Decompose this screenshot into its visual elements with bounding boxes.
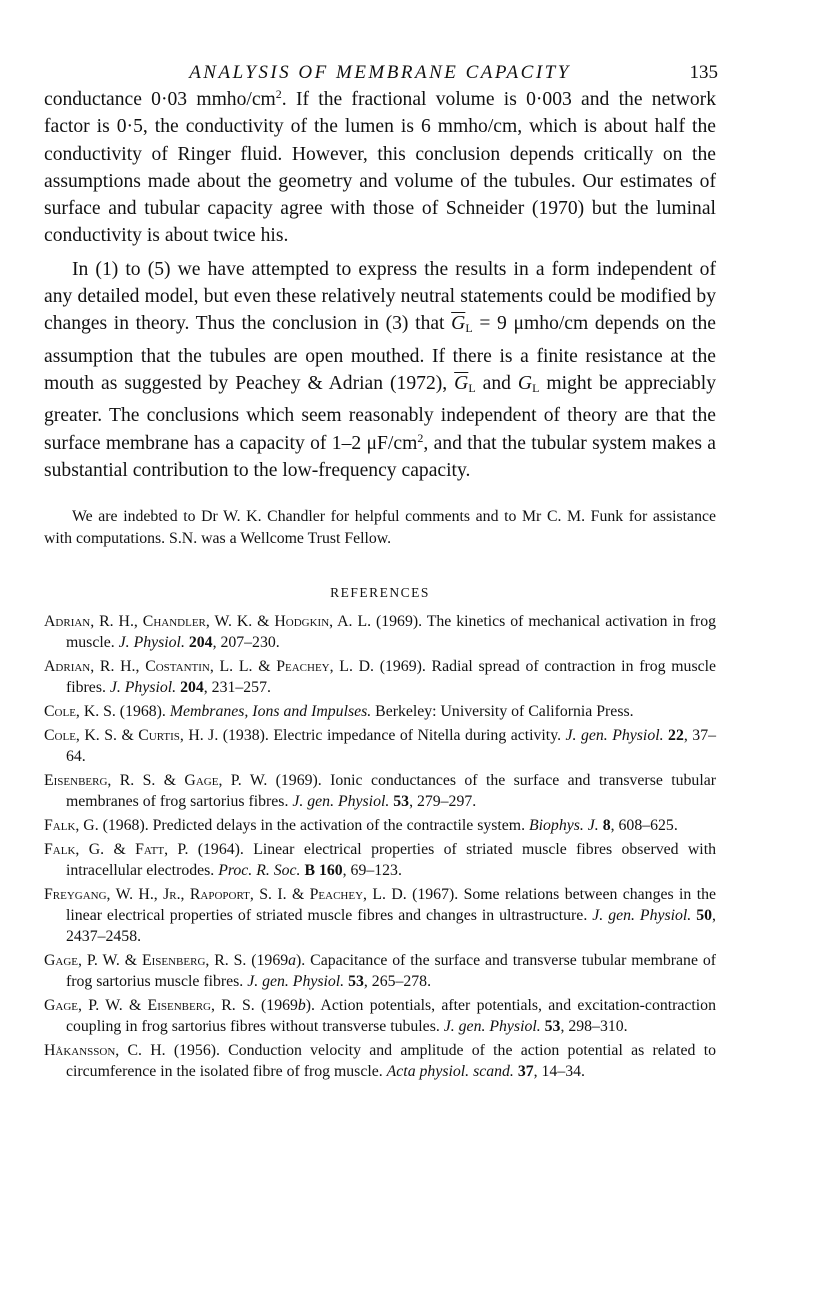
para2-superscript: 2 [417, 430, 424, 445]
acknowledgement: We are indebted to Dr W. K. Chandler for helpful comments and to Mr C. M. Funk for assistance with computations. S.N. was a Wellcome Trust Fellow. [44, 508, 716, 547]
reference-item: Cole, K. S. & Curtis, H. J. (1938). Electric impedance of Nitella during activity. J. gen. Physiol. 22, 37–64. [44, 727, 716, 766]
para2-text-e: , and that the tubular system makes a substantial contribution to the low-frequency capacity. [44, 432, 717, 481]
math-subscript-3: L [532, 380, 540, 395]
para2-text-b: = 9 μmho/cm depends on the assumption that the tubules are open mouthed. If there is a finite resistance at the mouth as suggested by Peachey & Adrian (1972), [44, 313, 716, 394]
para2-text-d: might be appreciably greater. The conclusions which seem reasonably independent of theory are that the surface membrane has a capacity of 1–2 μF/cm [44, 372, 716, 454]
para1-text-b: . If the fractional volume is 0·003 and the network factor is 0·5, the conductivity of the lumen is 6 mmho/cm, which is about half the conductivity of Ringer fluid. However, this conclusion depends critically on the assumptions made about the geometry and volume of the tubules. Our estimates of surface and tubular capacity agree with those of Schneider (1970) but the luminal conductivity is about twice his. [44, 89, 716, 247]
paper-page [44, 56, 716, 1085]
reference-item: Eisenberg, R. S. & Gage, P. W. (1969). Ionic conductances of the surface and transverse tubular membranes of frog sartorius fibres. J. gen. Physiol. 53, 279–297. [44, 772, 716, 811]
para1-text-a: conductance 0·03 mmho/cm [44, 89, 276, 110]
reference-item: Adrian, R. H., Costantin, L. L. & Peachey, L. D. (1969). Radial spread of contraction in frog muscle fibres. J. Physiol. 204, 231–257. [44, 658, 717, 697]
reference-item: Cole, K. S. (1968). Membranes, Ions and Impulses. Berkeley: University of California Press. [44, 703, 634, 721]
body-paragraph-1 [44, 86, 716, 250]
body-paragraph-2 [44, 256, 716, 484]
page-number: 135 [689, 62, 718, 83]
math-subscript-2: L [468, 380, 476, 395]
math-gl-bar: $\overline{G}$ [451, 313, 466, 335]
reference-list [44, 611, 716, 1082]
reference-item: Gage, P. W. & Eisenberg, R. S. (1969b). Action potentials, after potentials, and excitation-contraction coupling in frog sartorius fibres without transverse tubules. J. gen. Physiol. 53, 298–310. [44, 997, 716, 1036]
running-head [44, 56, 716, 86]
math-gl-bar-2: $\overline{G}$ [454, 372, 469, 394]
references-heading: REFERENCES [330, 585, 430, 601]
math-subscript: L [465, 321, 473, 336]
reference-item: Falk, G. (1968). Predicted delays in the activation of the contractile system. Biophys. J. 8, 608–625. [44, 817, 678, 835]
reference-item: Freygang, W. H., Jr., Rapoport, S. I. & Peachey, L. D. (1967). Some relations between changes in the linear electrical properties of striated muscle fibres and changes in ultrastructure. J. gen. Physiol. 50, 2437–2458. [44, 886, 716, 946]
running-head-title: ANALYSIS OF MEMBRANE CAPACITY [189, 62, 571, 83]
math-gl: G [517, 372, 533, 394]
reference-item: Falk, G. & Fatt, P. (1964). Linear electrical properties of striated muscle fibres observed with intracellular electrodes. Proc. R. Soc. B 160, 69–123. [44, 841, 716, 880]
para1-superscript: 2 [275, 87, 282, 101]
reference-item: Adrian, R. H., Chandler, W. K. & Hodgkin, A. L. (1969). The kinetics of mechanical activation in frog muscle. J. Physiol. 204, 207–230. [44, 613, 716, 652]
reference-item: Gage, P. W. & Eisenberg, R. S. (1969a). Capacitance of the surface and transverse tubular membrane of frog sartorius muscle fibres. J. gen. Physiol. 53, 265–278. [44, 952, 717, 991]
para2-text-c: and [475, 372, 518, 394]
para2-text-a: In (1) to (5) we have attempted to express the results in a form independent of any detailed model, but even these relatively neutral statements could be modified by changes in theory. Thus the conclusion in (3) that [44, 258, 716, 335]
reference-item: Håkansson, C. H. (1956). Conduction velocity and amplitude of the action potential as related to circumference in the isolated fibre of frog muscle. Acta physiol. scand. 37, 14–34. [44, 1042, 716, 1081]
